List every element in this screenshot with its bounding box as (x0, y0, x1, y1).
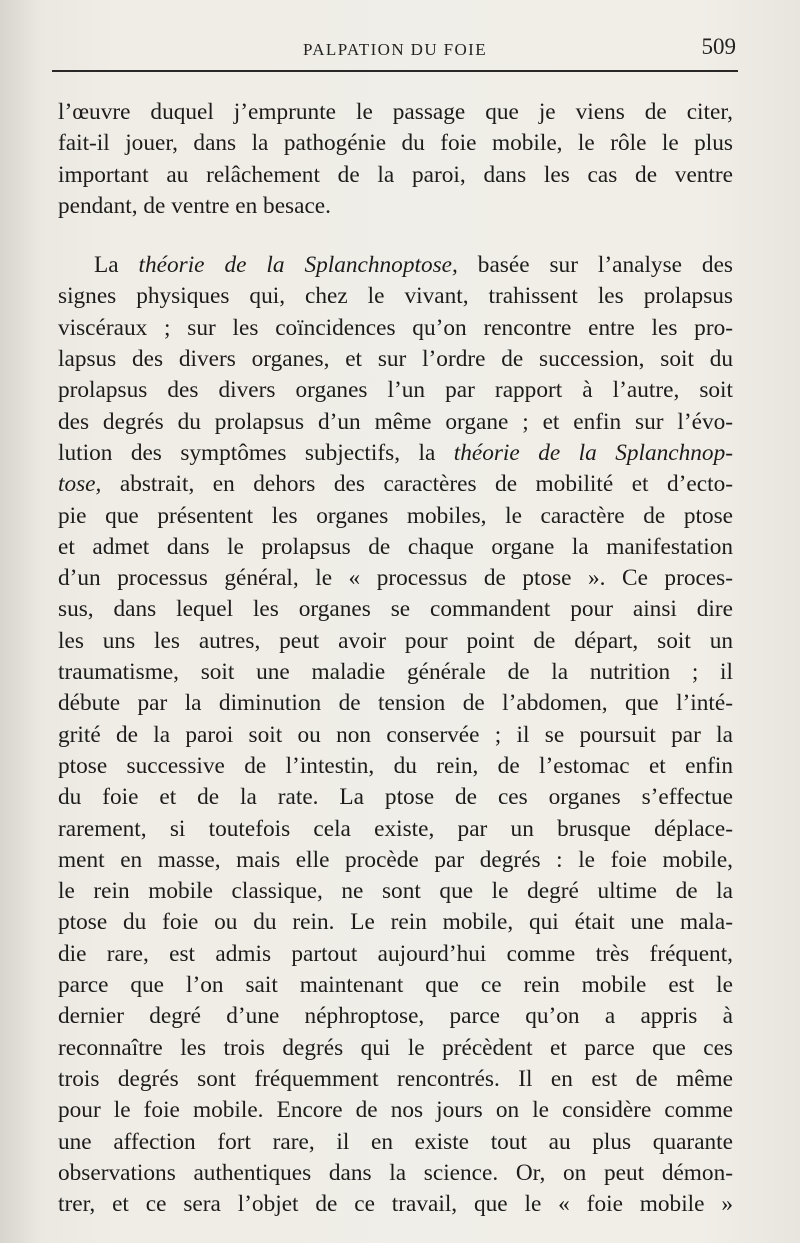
text-line: du foie et de la rate. La ptose de ces organes s’effectue (58, 784, 733, 811)
text-run: abstrait, en dehors des caractères de mobilité et d’ecto- (101, 471, 733, 498)
text-line: ptose successive de l’intestin, du rein, de l’estomac et enfin (58, 752, 733, 779)
text-line: fait-il jouer, dans la pathogénie du foie mobile, le rôle le plus (58, 130, 733, 157)
text-line: viscéraux ; sur les coïncidences qu’on rencontre entre les pro- (58, 314, 733, 341)
text-line: observations authentiques dans la science. Or, on peut démon- (58, 1159, 733, 1186)
paragraph-2 (58, 250, 733, 1220)
text-line: grité de la paroi soit ou non conservée ; il se poursuit par la (58, 721, 733, 748)
text-line: et admet dans le prolapsus de chaque organe la manifestation (58, 533, 733, 560)
text-run: basée sur l’analyse des (457, 252, 733, 279)
text-line: prolapsus des divers organes l’un par rapport à l’autre, soit (58, 377, 733, 404)
text-line: une affection fort rare, il en existe tout au plus quarante (58, 1128, 733, 1155)
text-line: reconnaître les trois degrés qui le précèdent et parce que ces (58, 1034, 733, 1061)
page-number: 509 (701, 34, 736, 59)
text-line: pour le foie mobile. Encore de nos jours on le considère comme (58, 1097, 733, 1124)
text-line: dernier degré d’une néphroptose, parce qu’on a appris à (58, 1003, 733, 1030)
italic-term: théorie de la Splanchnoptose, (138, 252, 458, 279)
text-line: parce que l’on sait maintenant que ce rein mobile est le (58, 972, 733, 999)
text-line: signes physiques qui, chez le vivant, trahissent les prolapsus (58, 283, 733, 310)
text-run: lution des symptômes subjectifs, la (58, 439, 454, 466)
text-line: débute par la diminution de tension de l’abdomen, que l’inté- (58, 690, 733, 717)
text-line: sus, dans lequel les organes se commandent pour ainsi dire (58, 596, 733, 623)
text-line (58, 469, 733, 500)
text-line (58, 250, 733, 281)
text-line: d’un processus général, le « processus de ptose ». Ce proces- (58, 565, 733, 592)
italic-term: tose, (58, 471, 102, 498)
italic-term: théorie de la Splanchnop- (453, 439, 733, 466)
paragraph-gap (58, 222, 733, 250)
text-line: des degrés du prolapsus d’un même organe ; et enfin sur l’évo- (58, 408, 733, 435)
text-line: traumatisme, soit une maladie générale de la nutrition ; il (58, 659, 733, 686)
text-run: La (94, 252, 139, 279)
text-line: ptose du foie ou du rein. Le rein mobile, qui était une mala- (58, 909, 733, 936)
text-line: pie que présentent les organes mobiles, le caractère de ptose (58, 502, 733, 529)
text-line: ment en masse, mais elle procède par degrés : le foie mobile, (58, 846, 733, 873)
page-header (52, 34, 738, 72)
text-line: l’œuvre duquel j’emprunte le passage que je viens de citer, (58, 99, 733, 125)
text-line: pendant, de ventre en besace. (58, 192, 331, 219)
text-line: important au relâchement de la paroi, dans les cas de ventre (58, 161, 733, 188)
paragraph-1 (58, 97, 733, 222)
body-text (58, 97, 733, 1220)
running-title: PALPATION DU FOIE (302, 40, 488, 59)
text-line: trer, et ce sera l’objet de ce travail, que le « foie mobile » (58, 1191, 733, 1218)
text-line: lapsus des divers organes, et sur l’ordre de succession, soit du (58, 346, 733, 373)
text-line: die rare, est admis partout aujourd’hui comme très fréquent, (58, 940, 733, 967)
text-line: rarement, si toutefois cela existe, par un brusque déplace- (58, 815, 733, 842)
text-line (58, 438, 733, 469)
text-line: les uns les autres, peut avoir pour point de départ, soit un (58, 627, 733, 654)
text-line: le rein mobile classique, ne sont que le degré ultime de la (58, 878, 733, 905)
text-line: trois degrés sont fréquemment rencontrés. Il en est de même (58, 1065, 733, 1092)
